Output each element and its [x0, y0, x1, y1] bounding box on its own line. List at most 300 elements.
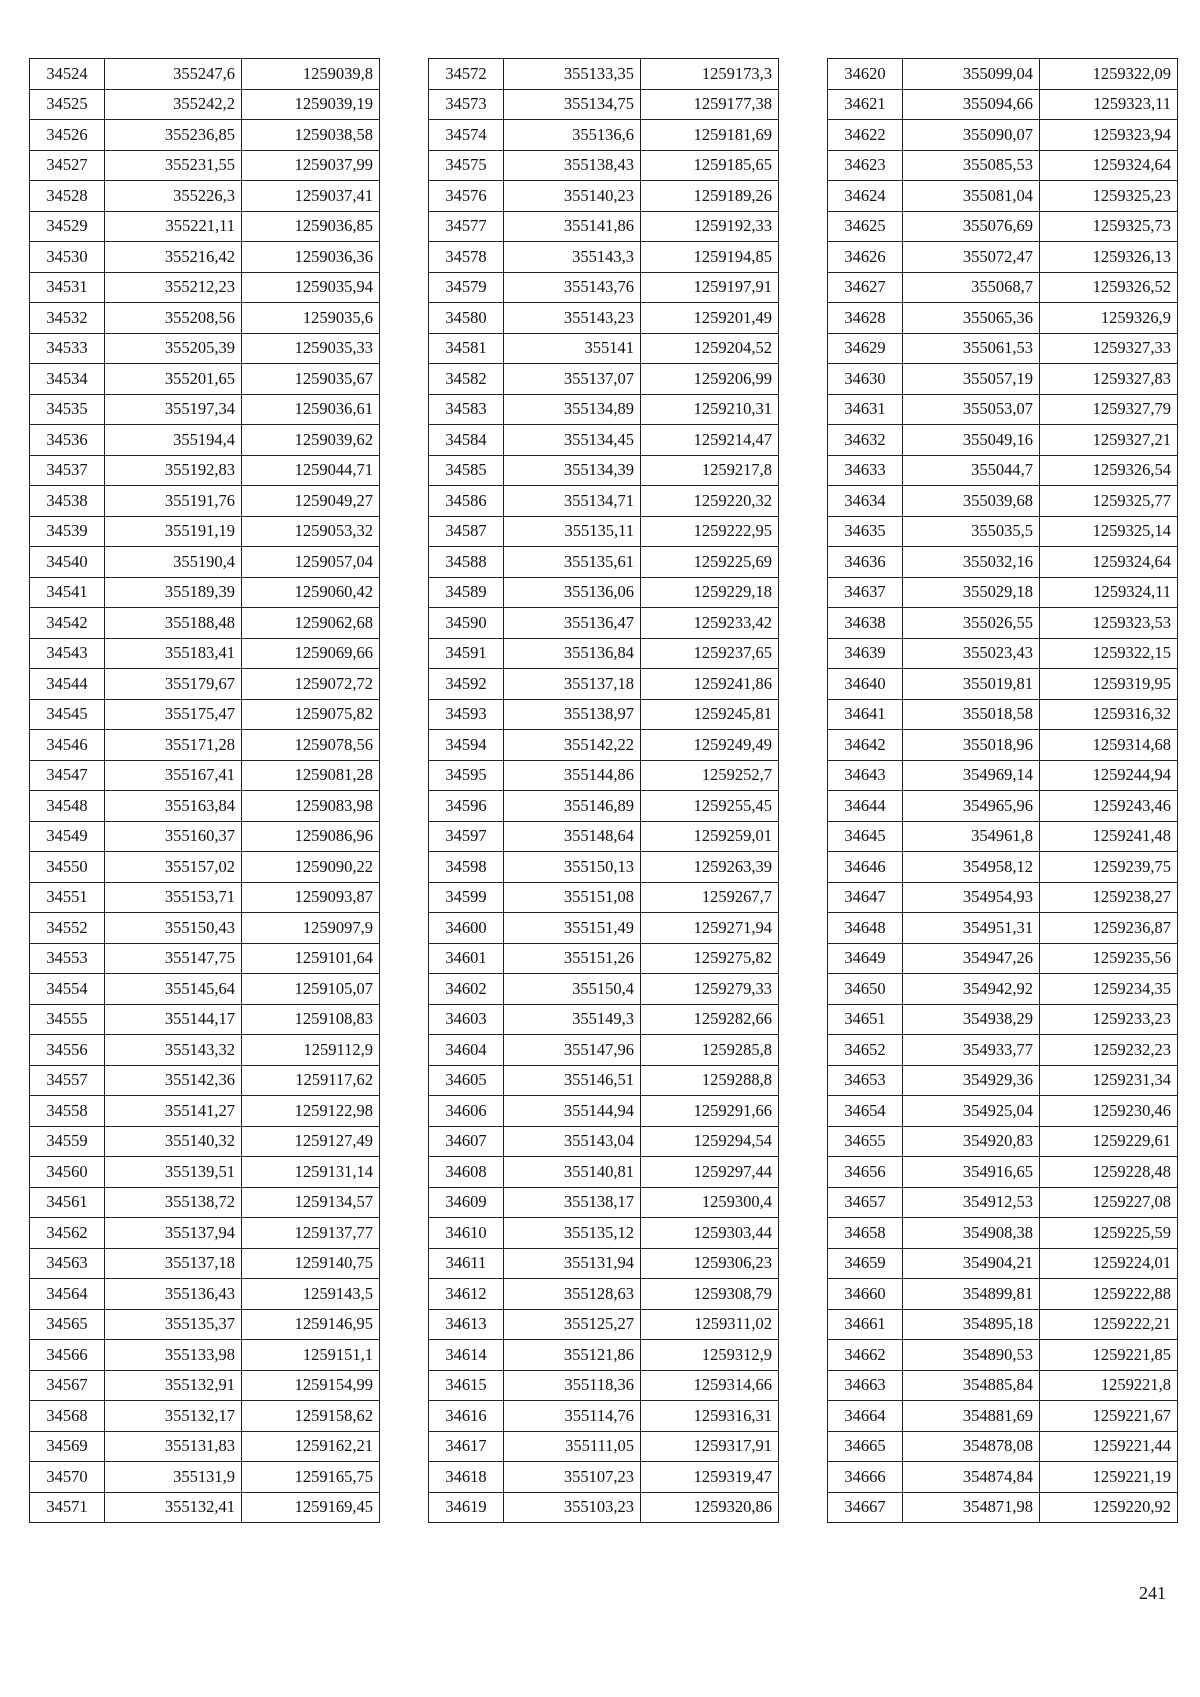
- point-id-cell: 34602: [429, 974, 504, 1005]
- point-id-cell: 34640: [828, 669, 903, 700]
- point-id-cell: 34645: [828, 821, 903, 852]
- point-id-cell: 34584: [429, 425, 504, 456]
- y-coordinate-cell: 1259303,44: [641, 1218, 779, 1249]
- table-row: [429, 120, 779, 151]
- y-coordinate-cell: 1259316,31: [641, 1401, 779, 1432]
- x-coordinate-cell: 355053,07: [903, 394, 1040, 425]
- table-row: [30, 760, 380, 791]
- table-row: [30, 1431, 380, 1462]
- y-coordinate-cell: 1259291,66: [641, 1096, 779, 1127]
- point-id-cell: 34630: [828, 364, 903, 395]
- table-row: [429, 669, 779, 700]
- point-id-cell: 34604: [429, 1035, 504, 1066]
- y-coordinate-cell: 1259300,4: [641, 1187, 779, 1218]
- x-coordinate-cell: 355039,68: [903, 486, 1040, 517]
- y-coordinate-cell: 1259230,46: [1040, 1096, 1178, 1127]
- coordinate-table-3: [827, 58, 1178, 1523]
- table-row: [828, 699, 1178, 730]
- x-coordinate-cell: 355142,22: [504, 730, 641, 761]
- y-coordinate-cell: 1259221,85: [1040, 1340, 1178, 1371]
- table-row: [429, 59, 779, 90]
- x-coordinate-cell: 355143,3: [504, 242, 641, 273]
- point-id-cell: 34533: [30, 333, 105, 364]
- y-coordinate-cell: 1259314,68: [1040, 730, 1178, 761]
- x-coordinate-cell: 354961,8: [903, 821, 1040, 852]
- table-row: [30, 89, 380, 120]
- table-row: [30, 242, 380, 273]
- point-id-cell: 34570: [30, 1462, 105, 1493]
- table-row: [429, 1187, 779, 1218]
- y-coordinate-cell: 1259267,7: [641, 882, 779, 913]
- x-coordinate-cell: 355175,47: [105, 699, 242, 730]
- y-coordinate-cell: 1259324,64: [1040, 547, 1178, 578]
- x-coordinate-cell: 355189,39: [105, 577, 242, 608]
- y-coordinate-cell: 1259231,34: [1040, 1065, 1178, 1096]
- x-coordinate-cell: 355061,53: [903, 333, 1040, 364]
- y-coordinate-cell: 1259134,57: [242, 1187, 380, 1218]
- table-row: [30, 1401, 380, 1432]
- x-coordinate-cell: 355094,66: [903, 89, 1040, 120]
- point-id-cell: 34547: [30, 760, 105, 791]
- x-coordinate-cell: 355194,4: [105, 425, 242, 456]
- y-coordinate-cell: 1259221,67: [1040, 1401, 1178, 1432]
- y-coordinate-cell: 1259069,66: [242, 638, 380, 669]
- point-id-cell: 34590: [429, 608, 504, 639]
- point-id-cell: 34664: [828, 1401, 903, 1432]
- x-coordinate-cell: 355136,6: [504, 120, 641, 151]
- y-coordinate-cell: 1259323,11: [1040, 89, 1178, 120]
- x-coordinate-cell: 355141: [504, 333, 641, 364]
- point-id-cell: 34623: [828, 150, 903, 181]
- y-coordinate-cell: 1259285,8: [641, 1035, 779, 1066]
- point-id-cell: 34586: [429, 486, 504, 517]
- point-id-cell: 34631: [828, 394, 903, 425]
- y-coordinate-cell: 1259146,95: [242, 1309, 380, 1340]
- point-id-cell: 34556: [30, 1035, 105, 1066]
- x-coordinate-cell: 354871,98: [903, 1492, 1040, 1523]
- point-id-cell: 34638: [828, 608, 903, 639]
- x-coordinate-cell: 355138,97: [504, 699, 641, 730]
- y-coordinate-cell: 1259297,44: [641, 1157, 779, 1188]
- y-coordinate-cell: 1259222,88: [1040, 1279, 1178, 1310]
- point-id-cell: 34571: [30, 1492, 105, 1523]
- point-id-cell: 34609: [429, 1187, 504, 1218]
- y-coordinate-cell: 1259143,5: [242, 1279, 380, 1310]
- point-id-cell: 34597: [429, 821, 504, 852]
- y-coordinate-cell: 1259294,54: [641, 1126, 779, 1157]
- point-id-cell: 34662: [828, 1340, 903, 1371]
- table-row: [828, 333, 1178, 364]
- table-row: [30, 455, 380, 486]
- coordinate-table-2: [428, 58, 779, 1523]
- point-id-cell: 34572: [429, 59, 504, 90]
- y-coordinate-cell: 1259038,58: [242, 120, 380, 151]
- y-coordinate-cell: 1259239,75: [1040, 852, 1178, 883]
- table-body: [828, 59, 1178, 1523]
- table-row: [30, 791, 380, 822]
- table-row: [429, 303, 779, 334]
- x-coordinate-cell: 355143,04: [504, 1126, 641, 1157]
- table-row: [828, 1401, 1178, 1432]
- y-coordinate-cell: 1259158,62: [242, 1401, 380, 1432]
- x-coordinate-cell: 354908,38: [903, 1218, 1040, 1249]
- x-coordinate-cell: 355167,41: [105, 760, 242, 791]
- x-coordinate-cell: 355114,76: [504, 1401, 641, 1432]
- page-number: 241: [1139, 1583, 1166, 1603]
- point-id-cell: 34642: [828, 730, 903, 761]
- table-row: [30, 1157, 380, 1188]
- point-id-cell: 34620: [828, 59, 903, 90]
- y-coordinate-cell: 1259306,23: [641, 1248, 779, 1279]
- point-id-cell: 34634: [828, 486, 903, 517]
- y-coordinate-cell: 1259323,94: [1040, 120, 1178, 151]
- point-id-cell: 34654: [828, 1096, 903, 1127]
- table-row: [429, 1157, 779, 1188]
- x-coordinate-cell: 355134,89: [504, 394, 641, 425]
- y-coordinate-cell: 1259222,95: [641, 516, 779, 547]
- table-row: [828, 120, 1178, 151]
- x-coordinate-cell: 355231,55: [105, 150, 242, 181]
- x-coordinate-cell: 355153,71: [105, 882, 242, 913]
- x-coordinate-cell: 355192,83: [105, 455, 242, 486]
- point-id-cell: 34666: [828, 1462, 903, 1493]
- y-coordinate-cell: 1259327,33: [1040, 333, 1178, 364]
- table-row: [30, 913, 380, 944]
- point-id-cell: 34561: [30, 1187, 105, 1218]
- y-coordinate-cell: 1259319,47: [641, 1462, 779, 1493]
- x-coordinate-cell: 355065,36: [903, 303, 1040, 334]
- y-coordinate-cell: 1259075,82: [242, 699, 380, 730]
- point-id-cell: 34554: [30, 974, 105, 1005]
- point-id-cell: 34569: [30, 1431, 105, 1462]
- table-row: [30, 1096, 380, 1127]
- y-coordinate-cell: 1259232,23: [1040, 1035, 1178, 1066]
- y-coordinate-cell: 1259227,08: [1040, 1187, 1178, 1218]
- table-row: [828, 1004, 1178, 1035]
- y-coordinate-cell: 1259322,09: [1040, 59, 1178, 90]
- point-id-cell: 34534: [30, 364, 105, 395]
- table-row: [30, 120, 380, 151]
- table-row: [828, 1126, 1178, 1157]
- x-coordinate-cell: 355151,49: [504, 913, 641, 944]
- point-id-cell: 34600: [429, 913, 504, 944]
- y-coordinate-cell: 1259039,62: [242, 425, 380, 456]
- x-coordinate-cell: 355090,07: [903, 120, 1040, 151]
- x-coordinate-cell: 355118,36: [504, 1370, 641, 1401]
- x-coordinate-cell: 355057,19: [903, 364, 1040, 395]
- x-coordinate-cell: 355134,71: [504, 486, 641, 517]
- point-id-cell: 34633: [828, 455, 903, 486]
- y-coordinate-cell: 1259326,52: [1040, 272, 1178, 303]
- x-coordinate-cell: 354942,92: [903, 974, 1040, 1005]
- y-coordinate-cell: 1259105,07: [242, 974, 380, 1005]
- table-row: [30, 1370, 380, 1401]
- x-coordinate-cell: 355131,94: [504, 1248, 641, 1279]
- table-row: [828, 486, 1178, 517]
- x-coordinate-cell: 355150,13: [504, 852, 641, 883]
- table-row: [30, 1462, 380, 1493]
- table-row: [828, 211, 1178, 242]
- x-coordinate-cell: 355143,32: [105, 1035, 242, 1066]
- table-row: [828, 1218, 1178, 1249]
- x-coordinate-cell: 355157,02: [105, 852, 242, 883]
- point-id-cell: 34647: [828, 882, 903, 913]
- table-row: [429, 181, 779, 212]
- point-id-cell: 34557: [30, 1065, 105, 1096]
- x-coordinate-cell: 355136,06: [504, 577, 641, 608]
- y-coordinate-cell: 1259221,19: [1040, 1462, 1178, 1493]
- table-row: [828, 1309, 1178, 1340]
- point-id-cell: 34594: [429, 730, 504, 761]
- point-id-cell: 34635: [828, 516, 903, 547]
- table-row: [828, 1096, 1178, 1127]
- point-id-cell: 34614: [429, 1340, 504, 1371]
- y-coordinate-cell: 1259236,87: [1040, 913, 1178, 944]
- table-row: [828, 821, 1178, 852]
- point-id-cell: 34643: [828, 760, 903, 791]
- point-id-cell: 34617: [429, 1431, 504, 1462]
- table-row: [828, 1187, 1178, 1218]
- table-row: [30, 272, 380, 303]
- x-coordinate-cell: 355136,43: [105, 1279, 242, 1310]
- point-id-cell: 34527: [30, 150, 105, 181]
- x-coordinate-cell: 355029,18: [903, 577, 1040, 608]
- x-coordinate-cell: 354895,18: [903, 1309, 1040, 1340]
- y-coordinate-cell: 1259245,81: [641, 699, 779, 730]
- point-id-cell: 34567: [30, 1370, 105, 1401]
- y-coordinate-cell: 1259093,87: [242, 882, 380, 913]
- y-coordinate-cell: 1259319,95: [1040, 669, 1178, 700]
- table-row: [828, 882, 1178, 913]
- y-coordinate-cell: 1259090,22: [242, 852, 380, 883]
- table-row: [30, 364, 380, 395]
- x-coordinate-cell: 354947,26: [903, 943, 1040, 974]
- x-coordinate-cell: 355149,3: [504, 1004, 641, 1035]
- x-coordinate-cell: 355138,72: [105, 1187, 242, 1218]
- y-coordinate-cell: 1259035,6: [242, 303, 380, 334]
- point-id-cell: 34581: [429, 333, 504, 364]
- x-coordinate-cell: 354904,21: [903, 1248, 1040, 1279]
- x-coordinate-cell: 355081,04: [903, 181, 1040, 212]
- table-row: [828, 59, 1178, 90]
- point-id-cell: 34559: [30, 1126, 105, 1157]
- y-coordinate-cell: 1259326,54: [1040, 455, 1178, 486]
- table-row: [828, 1279, 1178, 1310]
- table-row: [429, 1004, 779, 1035]
- x-coordinate-cell: 355151,08: [504, 882, 641, 913]
- point-id-cell: 34524: [30, 59, 105, 90]
- table-row: [828, 1431, 1178, 1462]
- x-coordinate-cell: 355236,85: [105, 120, 242, 151]
- point-id-cell: 34538: [30, 486, 105, 517]
- x-coordinate-cell: 355140,32: [105, 1126, 242, 1157]
- table-row: [429, 150, 779, 181]
- coordinate-table: [428, 58, 779, 1523]
- y-coordinate-cell: 1259326,13: [1040, 242, 1178, 273]
- table-row: [429, 516, 779, 547]
- table-row: [30, 943, 380, 974]
- x-coordinate-cell: 354969,14: [903, 760, 1040, 791]
- y-coordinate-cell: 1259044,71: [242, 455, 380, 486]
- x-coordinate-cell: 355141,27: [105, 1096, 242, 1127]
- table-row: [30, 882, 380, 913]
- table-row: [429, 455, 779, 486]
- point-id-cell: 34588: [429, 547, 504, 578]
- x-coordinate-cell: 355208,56: [105, 303, 242, 334]
- x-coordinate-cell: 355148,64: [504, 821, 641, 852]
- x-coordinate-cell: 354958,12: [903, 852, 1040, 883]
- x-coordinate-cell: 354881,69: [903, 1401, 1040, 1432]
- x-coordinate-cell: 355147,75: [105, 943, 242, 974]
- point-id-cell: 34603: [429, 1004, 504, 1035]
- x-coordinate-cell: 355151,26: [504, 943, 641, 974]
- x-coordinate-cell: 355139,51: [105, 1157, 242, 1188]
- table-row: [828, 455, 1178, 486]
- x-coordinate-cell: 355072,47: [903, 242, 1040, 273]
- table-row: [429, 913, 779, 944]
- table-row: [429, 547, 779, 578]
- x-coordinate-cell: 354885,84: [903, 1370, 1040, 1401]
- point-id-cell: 34532: [30, 303, 105, 334]
- table-row: [828, 791, 1178, 822]
- x-coordinate-cell: 354933,77: [903, 1035, 1040, 1066]
- point-id-cell: 34663: [828, 1370, 903, 1401]
- point-id-cell: 34595: [429, 760, 504, 791]
- table-row: [429, 211, 779, 242]
- point-id-cell: 34644: [828, 791, 903, 822]
- y-coordinate-cell: 1259137,77: [242, 1218, 380, 1249]
- x-coordinate-cell: 355023,43: [903, 638, 1040, 669]
- y-coordinate-cell: 1259311,02: [641, 1309, 779, 1340]
- point-id-cell: 34568: [30, 1401, 105, 1432]
- table-row: [30, 821, 380, 852]
- y-coordinate-cell: 1259279,33: [641, 974, 779, 1005]
- x-coordinate-cell: 355247,6: [105, 59, 242, 90]
- table-row: [828, 1065, 1178, 1096]
- table-row: [828, 1462, 1178, 1493]
- y-coordinate-cell: 1259225,59: [1040, 1218, 1178, 1249]
- y-coordinate-cell: 1259327,83: [1040, 364, 1178, 395]
- x-coordinate-cell: 355018,96: [903, 730, 1040, 761]
- table-row: [828, 943, 1178, 974]
- y-coordinate-cell: 1259036,36: [242, 242, 380, 273]
- table-row: [429, 1462, 779, 1493]
- y-coordinate-cell: 1259288,8: [641, 1065, 779, 1096]
- x-coordinate-cell: 355242,2: [105, 89, 242, 120]
- y-coordinate-cell: 1259308,79: [641, 1279, 779, 1310]
- x-coordinate-cell: 355150,43: [105, 913, 242, 944]
- y-coordinate-cell: 1259323,53: [1040, 608, 1178, 639]
- table-row: [429, 1492, 779, 1523]
- y-coordinate-cell: 1259173,3: [641, 59, 779, 90]
- table-row: [429, 1431, 779, 1462]
- point-id-cell: 34657: [828, 1187, 903, 1218]
- y-coordinate-cell: 1259224,01: [1040, 1248, 1178, 1279]
- table-row: [429, 760, 779, 791]
- x-coordinate-cell: 355131,83: [105, 1431, 242, 1462]
- y-coordinate-cell: 1259255,45: [641, 791, 779, 822]
- y-coordinate-cell: 1259228,48: [1040, 1157, 1178, 1188]
- x-coordinate-cell: 355147,96: [504, 1035, 641, 1066]
- point-id-cell: 34548: [30, 791, 105, 822]
- point-id-cell: 34574: [429, 120, 504, 151]
- point-id-cell: 34564: [30, 1279, 105, 1310]
- table-row: [429, 394, 779, 425]
- y-coordinate-cell: 1259229,61: [1040, 1126, 1178, 1157]
- table-row: [30, 59, 380, 90]
- y-coordinate-cell: 1259122,98: [242, 1096, 380, 1127]
- x-coordinate-cell: 355018,58: [903, 699, 1040, 730]
- x-coordinate-cell: 355144,94: [504, 1096, 641, 1127]
- x-coordinate-cell: 355135,12: [504, 1218, 641, 1249]
- x-coordinate-cell: 355216,42: [105, 242, 242, 273]
- table-row: [30, 1340, 380, 1371]
- x-coordinate-cell: 355212,23: [105, 272, 242, 303]
- y-coordinate-cell: 1259320,86: [641, 1492, 779, 1523]
- table-row: [30, 1279, 380, 1310]
- x-coordinate-cell: 355226,3: [105, 181, 242, 212]
- x-coordinate-cell: 355111,05: [504, 1431, 641, 1462]
- x-coordinate-cell: 355141,86: [504, 211, 641, 242]
- y-coordinate-cell: 1259035,67: [242, 364, 380, 395]
- table-row: [828, 760, 1178, 791]
- point-id-cell: 34649: [828, 943, 903, 974]
- point-id-cell: 34585: [429, 455, 504, 486]
- table-row: [30, 669, 380, 700]
- x-coordinate-cell: 355179,67: [105, 669, 242, 700]
- point-id-cell: 34565: [30, 1309, 105, 1340]
- x-coordinate-cell: 355019,81: [903, 669, 1040, 700]
- y-coordinate-cell: 1259243,46: [1040, 791, 1178, 822]
- table-row: [828, 1248, 1178, 1279]
- y-coordinate-cell: 1259204,52: [641, 333, 779, 364]
- point-id-cell: 34543: [30, 638, 105, 669]
- table-row: [828, 1035, 1178, 1066]
- y-coordinate-cell: 1259225,69: [641, 547, 779, 578]
- x-coordinate-cell: 355131,9: [105, 1462, 242, 1493]
- x-coordinate-cell: 355191,76: [105, 486, 242, 517]
- y-coordinate-cell: 1259039,19: [242, 89, 380, 120]
- y-coordinate-cell: 1259140,75: [242, 1248, 380, 1279]
- table-row: [429, 1035, 779, 1066]
- table-row: [429, 699, 779, 730]
- x-coordinate-cell: 354954,93: [903, 882, 1040, 913]
- table-row: [429, 821, 779, 852]
- y-coordinate-cell: 1259151,1: [242, 1340, 380, 1371]
- point-id-cell: 34551: [30, 882, 105, 913]
- y-coordinate-cell: 1259235,56: [1040, 943, 1178, 974]
- table-row: [429, 1126, 779, 1157]
- point-id-cell: 34613: [429, 1309, 504, 1340]
- table-row: [30, 638, 380, 669]
- point-id-cell: 34659: [828, 1248, 903, 1279]
- y-coordinate-cell: 1259249,49: [641, 730, 779, 761]
- y-coordinate-cell: 1259108,83: [242, 1004, 380, 1035]
- table-row: [429, 852, 779, 883]
- y-coordinate-cell: 1259271,94: [641, 913, 779, 944]
- table-row: [30, 516, 380, 547]
- table-row: [429, 791, 779, 822]
- table-row: [828, 425, 1178, 456]
- table-row: [30, 1248, 380, 1279]
- point-id-cell: 34636: [828, 547, 903, 578]
- y-coordinate-cell: 1259214,47: [641, 425, 779, 456]
- point-id-cell: 34648: [828, 913, 903, 944]
- point-id-cell: 34575: [429, 150, 504, 181]
- table-row: [30, 425, 380, 456]
- x-coordinate-cell: 355145,64: [105, 974, 242, 1005]
- table-row: [828, 913, 1178, 944]
